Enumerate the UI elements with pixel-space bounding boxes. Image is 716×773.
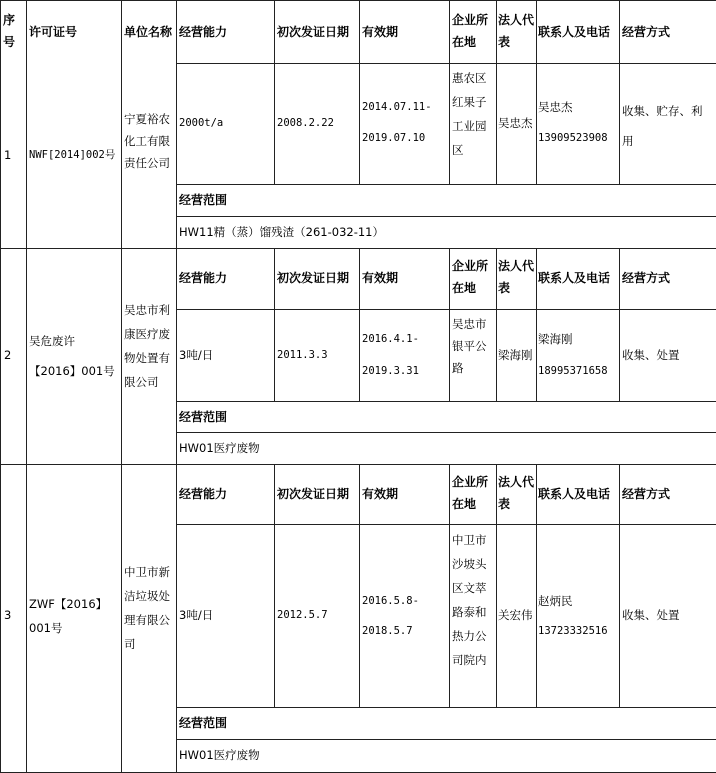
record-contact-phone: 13909523908 bbox=[538, 132, 608, 144]
record-capacity: 3吨/日 bbox=[179, 348, 214, 362]
record-first-date: 2008.2.22 bbox=[277, 117, 334, 129]
grid-line bbox=[536, 0, 537, 184]
header-validity: 有效期 bbox=[362, 25, 399, 39]
record-mode: 收集、处置 bbox=[622, 348, 680, 362]
grid-line bbox=[496, 248, 497, 401]
record-validity-end: 2019.3.31 bbox=[362, 365, 419, 377]
grid-line bbox=[176, 739, 716, 740]
header-location: 企业所在地 bbox=[452, 259, 489, 295]
grid-line bbox=[496, 464, 497, 707]
record-first-date: 2012.5.7 bbox=[277, 609, 328, 621]
record-seq: 2 bbox=[4, 348, 12, 362]
record-contact-name: 吴忠杰 bbox=[538, 100, 573, 114]
grid-line bbox=[176, 524, 716, 525]
grid-line bbox=[0, 0, 1, 773]
record-scope: HW01医疗废物 bbox=[179, 441, 260, 455]
record-validity-start: 2016.4.1- bbox=[362, 333, 419, 345]
record-capacity: 3吨/日 bbox=[179, 608, 214, 622]
grid-line bbox=[274, 248, 275, 401]
record-location: 中卫市沙坡头区文萃路泰和热力公司院内 bbox=[452, 533, 487, 667]
grid-line bbox=[121, 0, 122, 773]
record-contact-phone: 13723332516 bbox=[538, 625, 608, 637]
record-validity-start: 2014.07.11- bbox=[362, 101, 432, 113]
header-permit: 许可证号 bbox=[29, 25, 78, 39]
header-validity: 有效期 bbox=[362, 271, 399, 285]
record-legal-rep: 梁海刚 bbox=[498, 348, 533, 362]
record-unit: 中卫市新洁垃圾处理有限公司 bbox=[124, 565, 170, 651]
grid-line bbox=[176, 401, 716, 402]
grid-line bbox=[449, 464, 450, 707]
record-capacity: 2000t/a bbox=[179, 117, 224, 129]
record-validity-end: 2018.5.7 bbox=[362, 625, 413, 637]
record-first-date: 2011.3.3 bbox=[277, 349, 328, 361]
header-location: 企业所在地 bbox=[452, 13, 489, 49]
header-capacity: 经营能力 bbox=[179, 25, 228, 39]
header-capacity: 经营能力 bbox=[179, 271, 228, 285]
record-permit: 吴危废许【2016】001号 bbox=[29, 334, 115, 378]
header-mode: 经营方式 bbox=[622, 271, 671, 285]
grid-line bbox=[176, 184, 716, 185]
header-location: 企业所在地 bbox=[452, 475, 489, 511]
record-scope: HW11精（蒸）馏残渣（261-032-11） bbox=[179, 225, 384, 239]
grid-line bbox=[176, 309, 716, 310]
grid-line bbox=[0, 464, 716, 465]
grid-line bbox=[449, 0, 450, 184]
grid-line bbox=[359, 248, 360, 401]
header-legal-rep: 法人代表 bbox=[498, 259, 535, 295]
record-location: 惠农区红果子工业园区 bbox=[452, 71, 487, 157]
header-legal-rep: 法人代表 bbox=[498, 475, 535, 511]
header-validity: 有效期 bbox=[362, 487, 399, 501]
record-seq: 3 bbox=[4, 608, 12, 622]
header-unit: 单位名称 bbox=[124, 25, 173, 39]
scope-label: 经营范围 bbox=[179, 716, 228, 730]
grid-line bbox=[26, 0, 27, 773]
scope-label: 经营范围 bbox=[179, 410, 228, 424]
header-seq: 序号 bbox=[3, 13, 16, 49]
record-contact-name: 梁海刚 bbox=[538, 332, 573, 346]
record-seq: 1 bbox=[4, 148, 12, 162]
grid-line bbox=[274, 0, 275, 184]
record-validity-start: 2016.5.8- bbox=[362, 595, 419, 607]
grid-line bbox=[0, 248, 716, 249]
record-contact-phone: 18995371658 bbox=[538, 365, 608, 377]
grid-line bbox=[176, 0, 177, 773]
grid-line bbox=[176, 63, 716, 64]
header-first-date: 初次发证日期 bbox=[277, 271, 350, 285]
record-mode: 收集、处置 bbox=[622, 608, 680, 622]
record-legal-rep: 关宏伟 bbox=[498, 608, 533, 622]
grid-line bbox=[619, 248, 620, 401]
grid-line bbox=[536, 248, 537, 401]
grid-line bbox=[449, 248, 450, 401]
grid-line bbox=[176, 216, 716, 217]
header-contact: 联系人及电话 bbox=[538, 271, 611, 285]
grid-line bbox=[619, 464, 620, 707]
record-legal-rep: 吴忠杰 bbox=[498, 116, 533, 130]
record-validity-end: 2019.07.10 bbox=[362, 132, 426, 144]
header-contact: 联系人及电话 bbox=[538, 25, 611, 39]
record-mode: 收集、贮存、利用 bbox=[622, 104, 703, 148]
header-capacity: 经营能力 bbox=[179, 487, 228, 501]
grid-line bbox=[359, 0, 360, 184]
header-legal-rep: 法人代表 bbox=[498, 13, 535, 49]
record-scope: HW01医疗废物 bbox=[179, 748, 260, 762]
scope-label: 经营范围 bbox=[179, 193, 228, 207]
record-permit: NWF[2014]002号 bbox=[29, 149, 116, 161]
record-unit: 宁夏裕农化工有限责任公司 bbox=[124, 112, 170, 170]
grid-line bbox=[176, 432, 716, 433]
record-contact-name: 赵炳民 bbox=[538, 594, 573, 608]
record-permit: ZWF【2016】001号 bbox=[29, 597, 108, 635]
header-mode: 经营方式 bbox=[622, 487, 671, 501]
grid-line bbox=[496, 0, 497, 184]
record-location: 吴忠市银平公路 bbox=[452, 317, 487, 375]
grid-line bbox=[359, 464, 360, 707]
grid-line bbox=[0, 0, 716, 1]
header-first-date: 初次发证日期 bbox=[277, 25, 350, 39]
header-contact: 联系人及电话 bbox=[538, 487, 611, 501]
grid-line bbox=[176, 707, 716, 708]
header-mode: 经营方式 bbox=[622, 25, 671, 39]
grid-line bbox=[274, 464, 275, 707]
header-first-date: 初次发证日期 bbox=[277, 487, 350, 501]
grid-line bbox=[536, 464, 537, 707]
record-unit: 吴忠市利康医疗废物处置有限公司 bbox=[124, 303, 170, 389]
